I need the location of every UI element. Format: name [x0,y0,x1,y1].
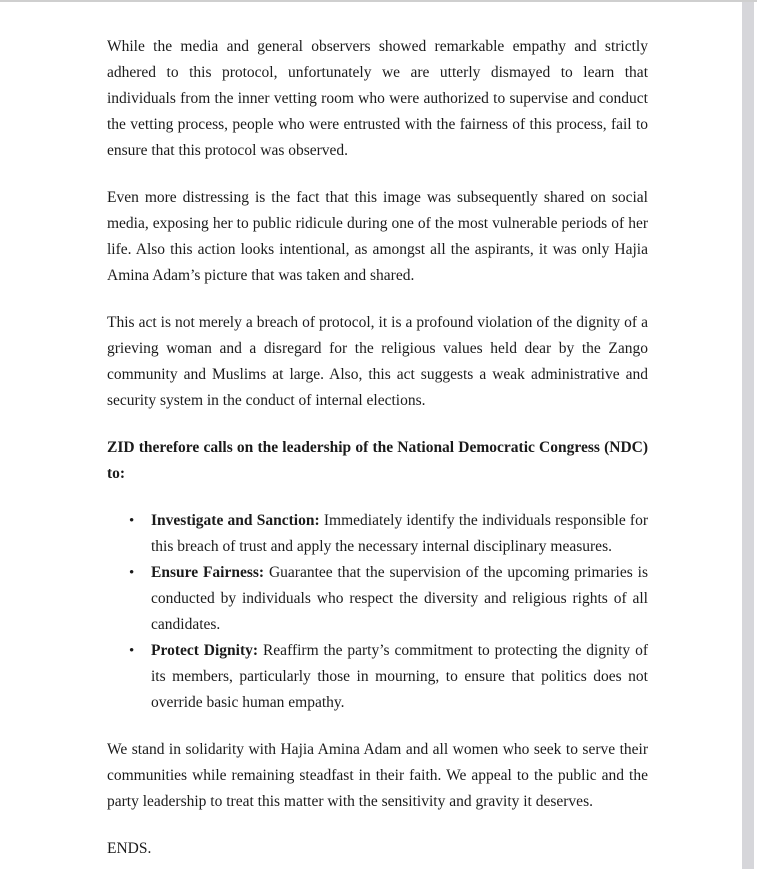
bullet-body-investigate: Immediately identify the individuals responsible for this breach of trust and apply the necessary internal disciplinary measures. [151,512,649,555]
bullet-body-fairness: Guarantee that the supervision of the upcoming primaries is conducted by individuals who respect the diversity and religious rights of all candidates. [151,564,648,633]
bullet-lead-fairness: Ensure Fairness: [151,564,265,581]
page-top-border [0,0,757,2]
page-edge-strip [742,2,754,869]
heading-call-to-action: ZID therefore calls on the leadership of the National Democratic Congress (NDC) to: [107,439,648,482]
list-item-fairness [151,560,648,638]
bullet-lead-dignity: Protect Dignity: [151,642,259,659]
document-body [107,34,648,883]
list-item-investigate [151,508,648,560]
demands-list [107,508,648,716]
paragraph-social-media: Even more distressing is the fact that this image was subsequently shared on social media, exposing her to public ridicule during one of the most vulnerable periods of her life. Also this action looks intentional, as amongst all the aspirants, it was only Hajia Amina Adam’s picture that was taken and shared. [107,189,648,284]
paragraph-protocol-breach: While the media and general observers showed remarkable empathy and strictly adhered to this protocol, unfortunately we are utterly dismayed to learn that individuals from the inner vetting room who were authorized to supervise and conduct the vetting process, people who were entrusted with the fairness of this process, fail to ensure that this protocol was observed. [107,38,648,159]
list-item-dignity [151,638,648,716]
paragraph-dignity-violation: This act is not merely a breach of protocol, it is a profound violation of the dignity of a grieving woman and a disregard for the religious values held dear by the Zango community and Muslims at large. Also, this act suggests a weak administrative and security system in the conduct of internal elections. [107,314,648,409]
ends-marker: ENDS. [107,840,152,857]
paragraph-solidarity: We stand in solidarity with Hajia Amina Adam and all women who seek to serve their communities while remaining steadfast in their faith. We appeal to the public and the party leadership to treat this matter with the sensitivity and gravity it deserves. [107,741,648,810]
bullet-lead-investigate: Investigate and Sanction: [151,512,320,529]
bullet-body-dignity: Reaffirm the party’s commitment to protecting the dignity of its members, particularly those in mourning, to ensure that politics does not override basic human empathy. [151,642,648,711]
